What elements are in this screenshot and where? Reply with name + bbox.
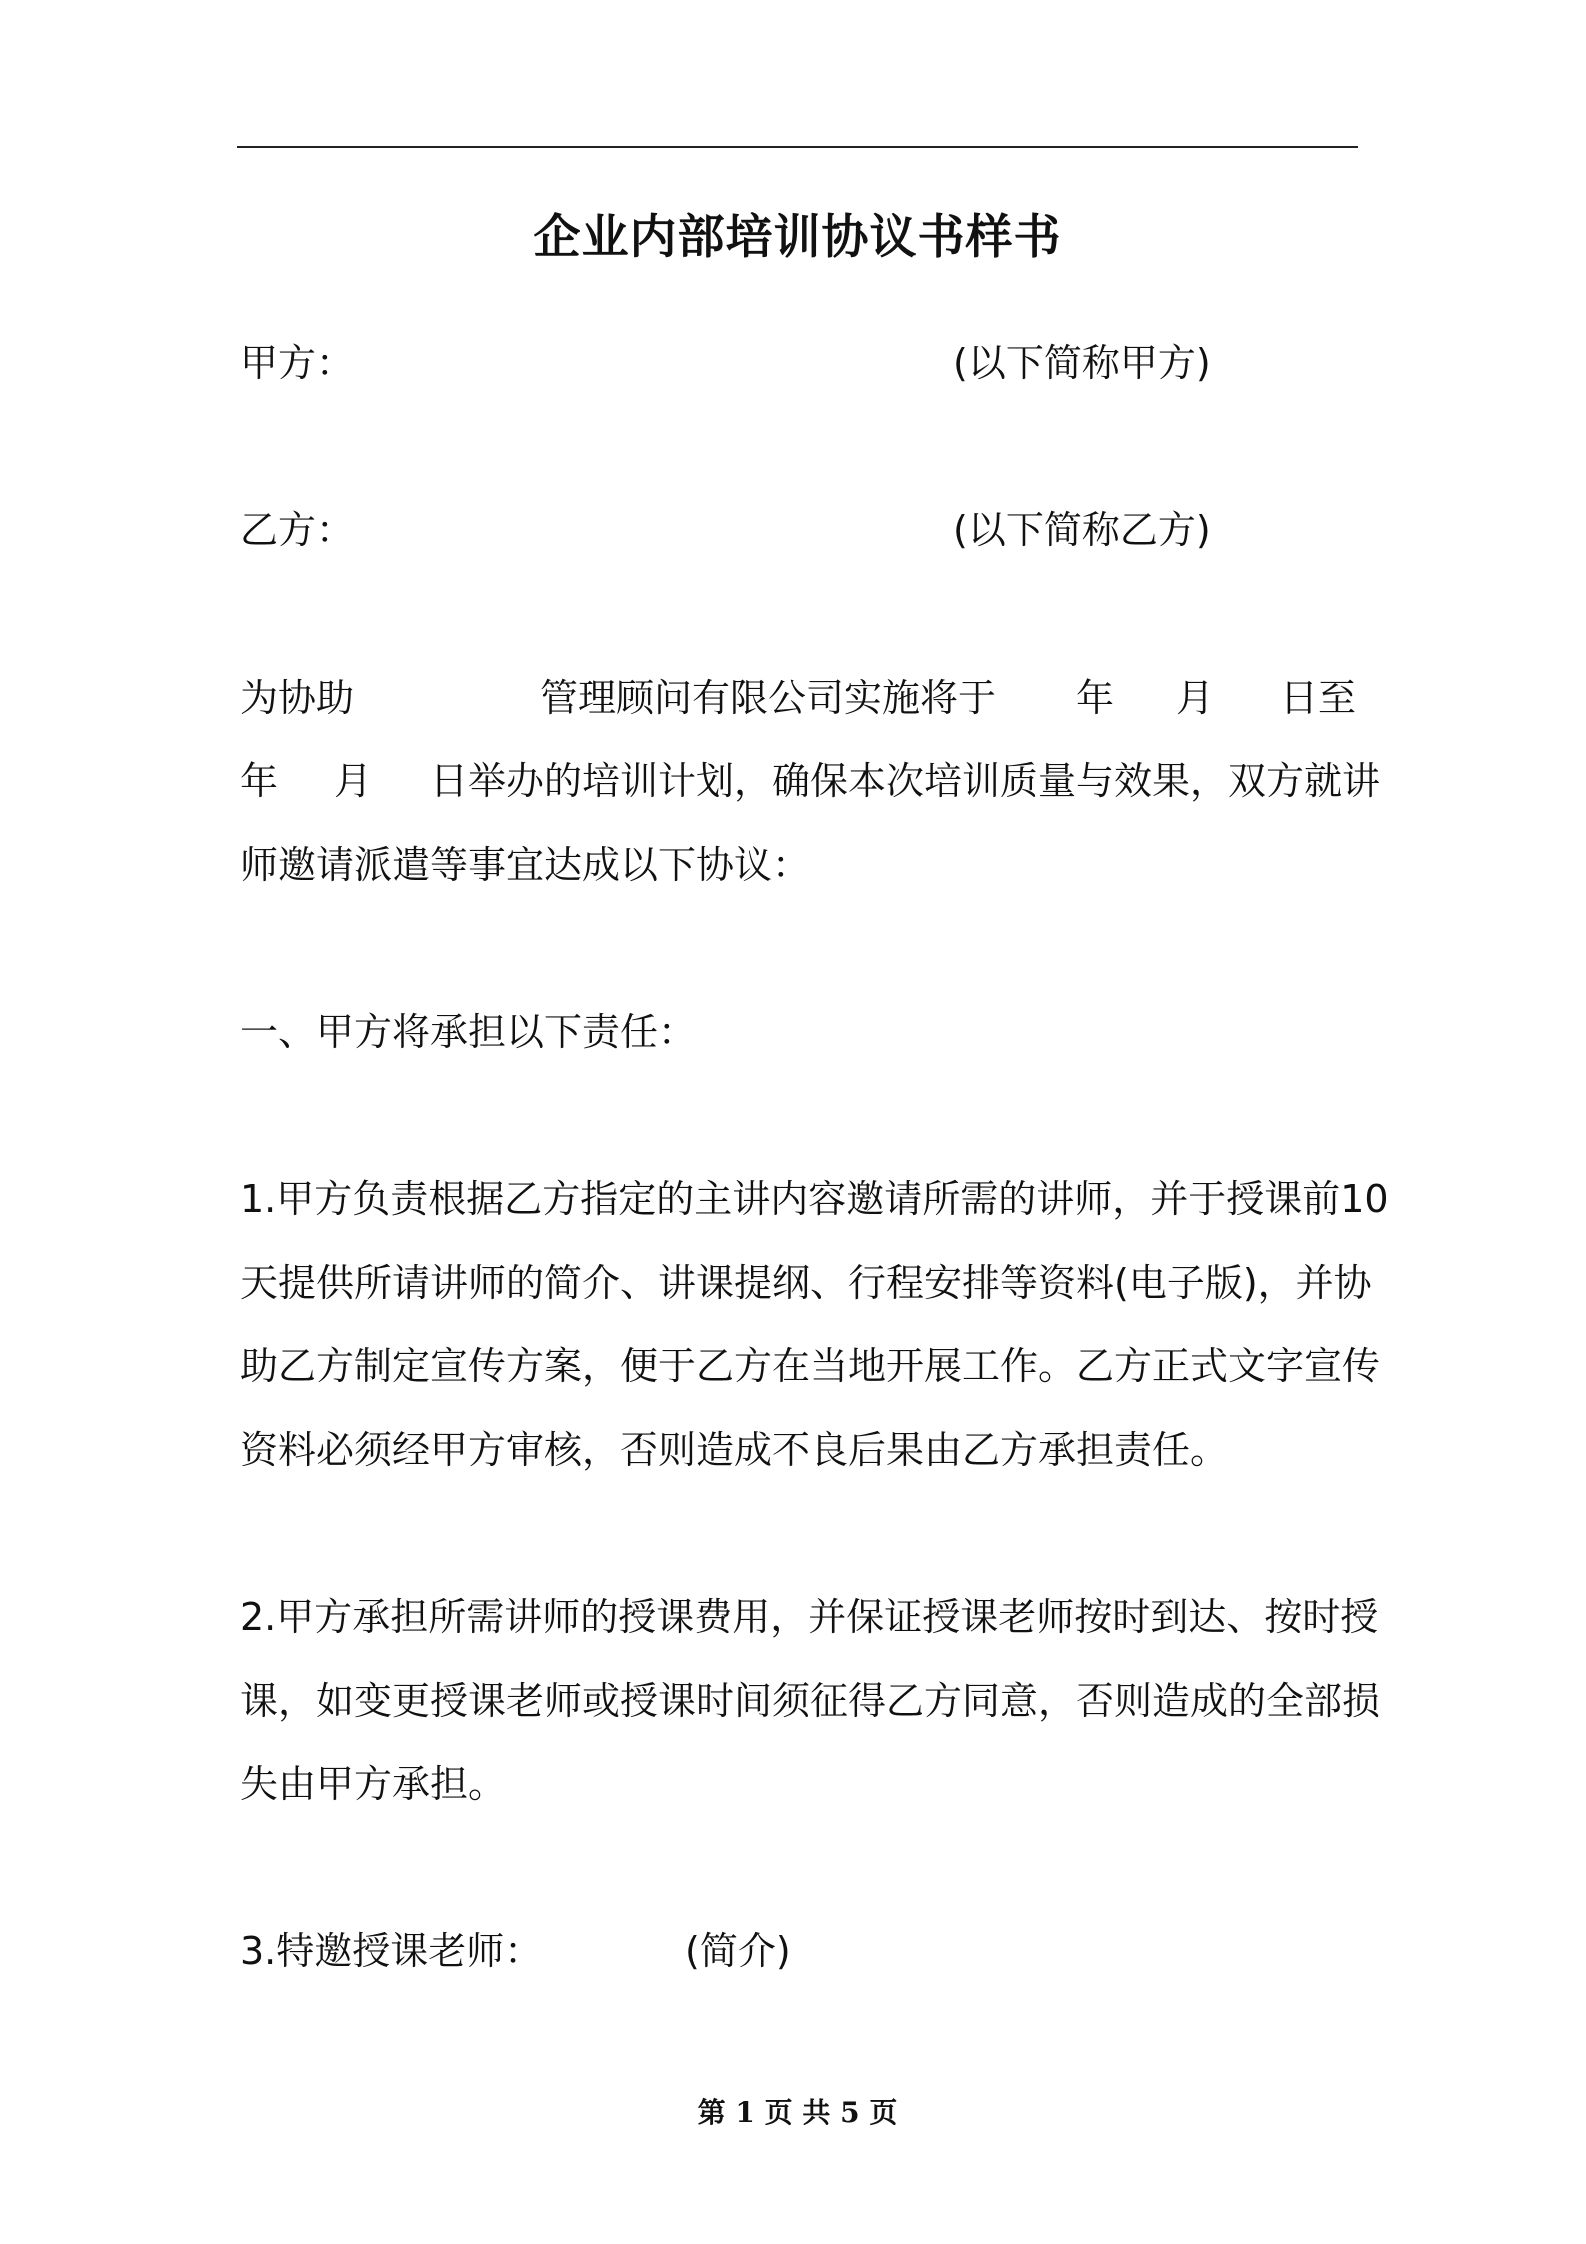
party-a-note: (以下简称甲方) <box>953 341 1211 385</box>
party-a-label: 甲方： <box>240 341 355 385</box>
section1-heading: 一、甲方将承担以下责任： <box>240 1010 697 1054</box>
item1-line: 资料必须经甲方审核，否则造成不良后果由乙方承担责任。 <box>240 1428 1229 1472</box>
party-b-label: 乙方： <box>240 508 355 552</box>
intro-line1-day-to: 日至 <box>1280 676 1357 720</box>
intro-line3: 师邀请派遣等事宜达成以下协议： <box>240 843 811 887</box>
intro-line2-rest: 日举办的培训计划，确保本次培训质量与效果，双方就讲 <box>430 759 1381 803</box>
item2-line: 2.甲方承担所需讲师的授课费用，并保证授课老师按时到达、按时授 <box>240 1595 1379 1639</box>
intro-line1-year: 年 <box>1076 676 1115 720</box>
intro-line2-month: 月 <box>334 759 373 803</box>
header-rule <box>237 146 1358 148</box>
item2-line: 课，如变更授课老师或授课时间须征得乙方同意，否则造成的全部损 <box>240 1679 1381 1723</box>
item2-line: 失由甲方承担。 <box>240 1762 507 1806</box>
page-footer: 第 1 页 共 5 页 <box>697 2096 898 2129</box>
document-title: 企业内部培训协议书样书 <box>533 210 1062 265</box>
intro-line1-start: 为协助 <box>240 676 355 720</box>
party-b-note: (以下简称乙方) <box>953 508 1211 552</box>
intro-line1-month: 月 <box>1176 676 1215 720</box>
item3-note: (简介) <box>685 1929 791 1973</box>
item1-line: 1.甲方负责根据乙方指定的主讲内容邀请所需的讲师，并于授课前10 <box>240 1177 1389 1221</box>
item3-label: 3.特邀授课老师： <box>240 1929 543 1973</box>
intro-line1-company: 管理顾问有限公司实施将于 <box>540 676 997 720</box>
item1-line: 助乙方制定宣传方案，便于乙方在当地开展工作。乙方正式文字宣传 <box>240 1344 1381 1388</box>
intro-line2-year: 年 <box>240 759 279 803</box>
item1-line: 天提供所请讲师的简介、讲课提纲、行程安排等资料(电子版)，并协 <box>240 1261 1372 1305</box>
